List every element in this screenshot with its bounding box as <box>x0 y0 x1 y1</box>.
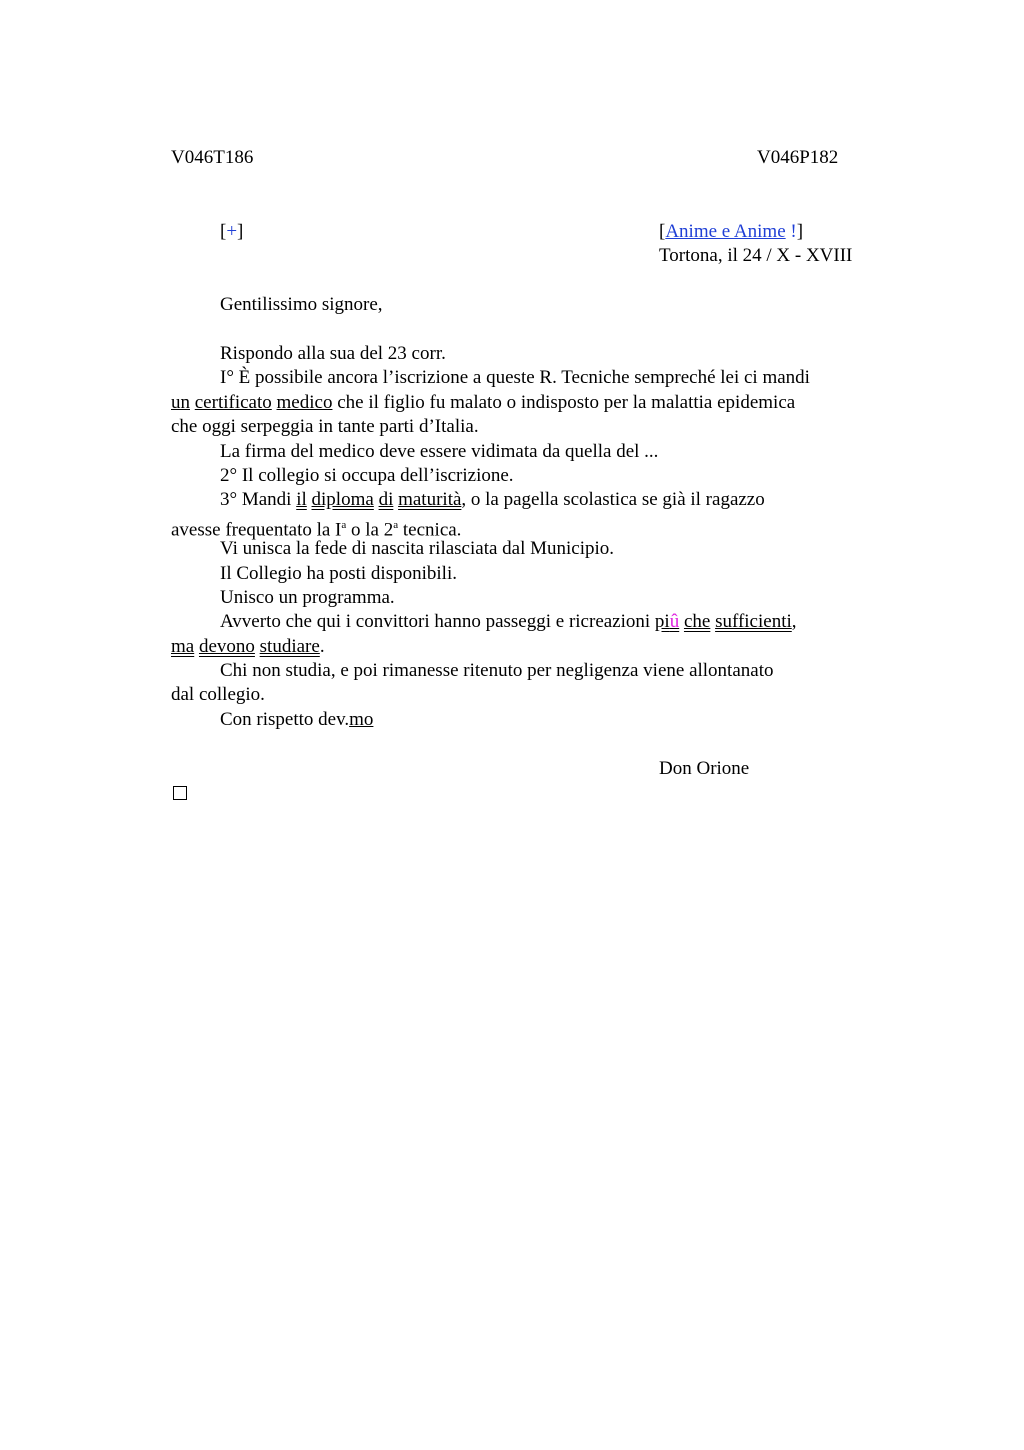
place-date: Tortona, il 24 / X - XVIII <box>659 245 853 266</box>
signature: Don Orione <box>659 758 750 779</box>
body-line: I° È possibile ancora l’iscrizione a queste R. Tecniche sempreché lei ci mandi <box>220 367 810 389</box>
double-underlined-word <box>655 611 679 632</box>
double-underlined-word: devono <box>198 635 255 657</box>
cross-marker-link[interactable]: + <box>226 221 238 242</box>
body-line: La firma del medico deve essere vidimata da quella del ... <box>220 440 659 462</box>
double-underlined-word: maturità <box>398 489 462 511</box>
double-underlined-word: studiare <box>259 635 320 657</box>
corrected-char: û <box>669 611 680 633</box>
body-line <box>171 610 871 634</box>
underlined-word: certificato <box>194 391 272 413</box>
body-text: Con rispetto dev. <box>220 708 350 730</box>
double-underlined-word: ma <box>171 635 195 657</box>
double-underlined-word: di <box>378 489 394 511</box>
body-line: dal collegio. <box>171 684 265 706</box>
body-line <box>171 513 871 541</box>
left-code: V046T186 <box>171 147 254 168</box>
underlined-word: un <box>171 391 190 413</box>
body-text: . <box>319 635 325 657</box>
body-line: che oggi serpeggia in tante parti d’Italia. <box>171 416 479 438</box>
letter-body <box>171 342 871 732</box>
word-part: pi <box>654 611 670 633</box>
body-line: Chi non studia, e poi rimanesse ritenuto per negligenza viene allontanato <box>220 660 774 682</box>
body-text: che il figlio fu malato o indisposto per la malattia epidemica <box>332 391 796 413</box>
body-line <box>171 488 871 512</box>
superscript: a <box>341 518 347 531</box>
motto-link[interactable]: Anime e Anime <box>665 221 786 242</box>
underlined-word: medico <box>276 391 333 413</box>
double-underlined-word: sufficienti <box>715 611 792 633</box>
body-text: o la 2 <box>346 519 394 541</box>
body-text: , o la pagella scolastica se già il ragazzo <box>461 489 765 511</box>
body-line: 2° Il collegio si occupa dell’iscrizione. <box>220 464 514 486</box>
motto: [Anime e Anime !] <box>659 221 804 242</box>
underlined-word: mo <box>349 708 374 730</box>
body-line <box>171 391 871 415</box>
body-line: Il Collegio ha posti disponibili. <box>220 562 457 584</box>
body-text: avesse frequentato la I <box>171 519 342 541</box>
body-text: Avverto che qui i convittori hanno passeggi e ricreazioni <box>220 611 655 633</box>
body-text: 3° Mandi <box>220 489 297 511</box>
body-line: Vi unisca la fede di nascita rilasciata dal Municipio. <box>220 538 615 560</box>
cross-marker: [+] <box>220 221 244 242</box>
double-underlined-word: che <box>683 611 711 633</box>
double-underlined-word: diploma <box>311 489 374 511</box>
right-code: V046P182 <box>757 147 839 168</box>
body-text: tecnica. <box>398 519 462 541</box>
double-underlined-word: il <box>296 489 307 511</box>
motto-excl: ! <box>790 221 797 242</box>
salutation: Gentilissimo signore, <box>220 294 383 315</box>
body-line: Rispondo alla sua del 23 corr. <box>220 343 446 364</box>
superscript: a <box>393 518 399 531</box>
body-line: Unisco un programma. <box>220 586 395 608</box>
body-text: , <box>791 611 797 633</box>
body-line <box>171 708 871 732</box>
end-square-icon <box>173 786 187 800</box>
body-line <box>171 635 871 659</box>
